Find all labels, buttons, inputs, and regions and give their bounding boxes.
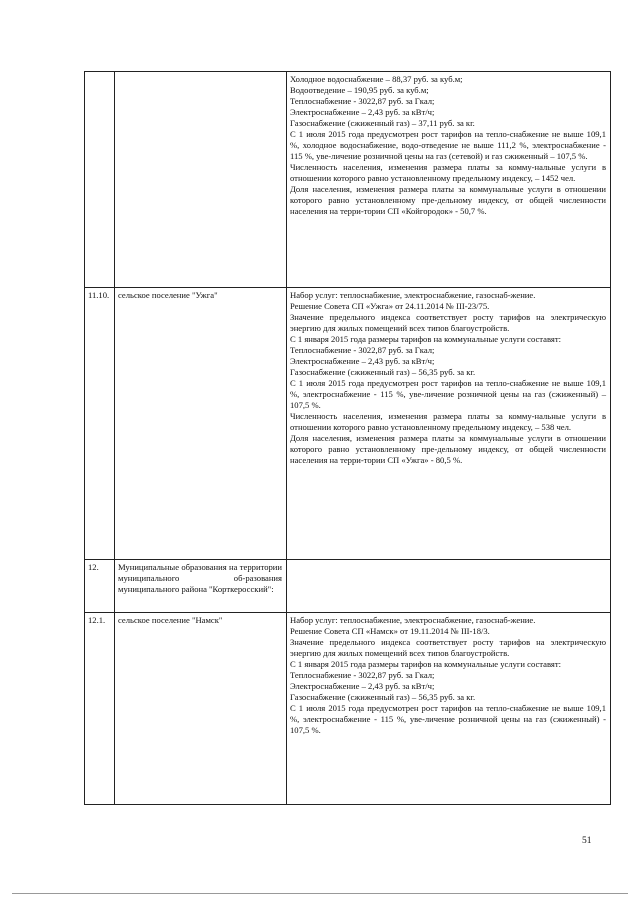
description-line: Водоотведение – 190,95 руб. за куб.м; bbox=[290, 85, 429, 95]
description-line: Значение предельного индекса соответствует росту тарифов на электрическую энергию для жилых помещений всех типов благоустройств. bbox=[290, 312, 606, 333]
description-line: Численность населения, изменения размера платы за комму-нальные услуги в отношении которого равно установленному предельному индексу, – 1452 чел. bbox=[290, 162, 606, 183]
description-line: С 1 июля 2015 года предусмотрен рост тарифов на тепло-снабжение не выше 109,1 %, холодное водоснабжение, водо-отведение не выше 111,2 %, электроснабжение - 115 %, уве-личение розничной цены на газ (сетевой) и газ сжиженный – 107,5 %. bbox=[290, 129, 606, 161]
tariff-table bbox=[84, 71, 611, 805]
description-line: Доля населения, изменения размера платы за коммунальные услуги в отношении которого равно установленному пре-дельному индексу, от общей численности населения на терри-тории СП «Ужга» - 80,5 %. bbox=[290, 433, 606, 465]
description-line: Набор услуг: теплоснабжение, электроснабжение, газоснаб-жение. bbox=[290, 290, 536, 300]
page-bottom-rule bbox=[12, 893, 628, 894]
description-line: Набор услуг: теплоснабжение, электроснабжение, газоснаб-жение. bbox=[290, 615, 536, 625]
row-number bbox=[85, 72, 115, 288]
municipality-name bbox=[115, 72, 287, 288]
description-line: Теплоснабжение - 3022,87 руб. за Гкал; bbox=[290, 345, 435, 355]
tariff-description bbox=[287, 288, 611, 560]
row-number: 12. bbox=[85, 560, 115, 613]
municipality-name: сельское поселение "Ужга" bbox=[115, 288, 287, 560]
municipality-name-text: Муниципальные образования на территории муниципального об-разования муниципального района "Корткеросский": bbox=[118, 562, 282, 594]
municipality-name bbox=[115, 560, 287, 613]
description-line: Газоснабжение (сжиженный газ) – 37,11 руб. за кг. bbox=[290, 118, 475, 128]
tariff-description bbox=[287, 613, 611, 805]
description-line: Электроснабжение – 2,43 руб. за кВт/ч; bbox=[290, 681, 435, 691]
page-number: 51 bbox=[582, 836, 592, 846]
description-line: С 1 января 2015 года размеры тарифов на коммунальные услуги составят: bbox=[290, 659, 562, 669]
description-line: Теплоснабжение - 3022,87 руб. за Гкал; bbox=[290, 670, 435, 680]
description-line: Решение Совета СП «Ужга» от 24.11.2014 № III-23/75. bbox=[290, 301, 490, 311]
description-line: Газоснабжение (сжиженный газ) – 56,35 руб. за кг. bbox=[290, 692, 476, 702]
description-line: С 1 июля 2015 года предусмотрен рост тарифов на тепло-снабжение не выше 109,1 %, электроснабжение - 115 %, уве-личение розничной цены на газ (сжиженный) - 107,5 %. bbox=[290, 703, 606, 735]
description-line: Численность населения, изменения размера платы за комму-нальные услуги в отношении которого равно установленному предельному индексу, – 538 чел. bbox=[290, 411, 606, 432]
table-row bbox=[85, 560, 611, 613]
row-number: 11.10. bbox=[85, 288, 115, 560]
description-line: Доля населения, изменения размера платы за коммунальные услуги в отношении которого равно установленному пре-дельному индексу, от общей численности населения на терри-тории СП «Койгородок» - 50,7 %. bbox=[290, 184, 606, 216]
description-line: Электроснабжение – 2,43 руб. за кВт/ч; bbox=[290, 107, 435, 117]
table-row bbox=[85, 288, 611, 560]
description-line: Газоснабжение (сжиженный газ) – 56,35 руб. за кг. bbox=[290, 367, 476, 377]
tariff-description bbox=[287, 560, 611, 613]
tariff-description bbox=[287, 72, 611, 288]
table-row bbox=[85, 613, 611, 805]
description-line: С 1 июля 2015 года предусмотрен рост тарифов на тепло-снабжение не выше 109,1 %, электроснабжение - 115 %, уве-личение розничной цены на газ (сжиженный) – 107,5 %. bbox=[290, 378, 606, 410]
municipality-name: сельское поселение "Намск" bbox=[115, 613, 287, 805]
row-number: 12.1. bbox=[85, 613, 115, 805]
description-line: Решение Совета СП «Намск» от 19.11.2014 № III-18/3. bbox=[290, 626, 490, 636]
description-line: Электроснабжение – 2,43 руб. за кВт/ч; bbox=[290, 356, 435, 366]
description-line: Холодное водоснабжение – 88,37 руб. за куб.м; bbox=[290, 74, 463, 84]
description-line: С 1 января 2015 года размеры тарифов на коммунальные услуги составят: bbox=[290, 334, 562, 344]
description-line: Значение предельного индекса соответствует росту тарифов на электрическую энергию для жилых помещений всех типов благоустройств. bbox=[290, 637, 606, 658]
table-row bbox=[85, 72, 611, 288]
description-line: Теплоснабжение - 3022,87 руб. за Гкал; bbox=[290, 96, 435, 106]
